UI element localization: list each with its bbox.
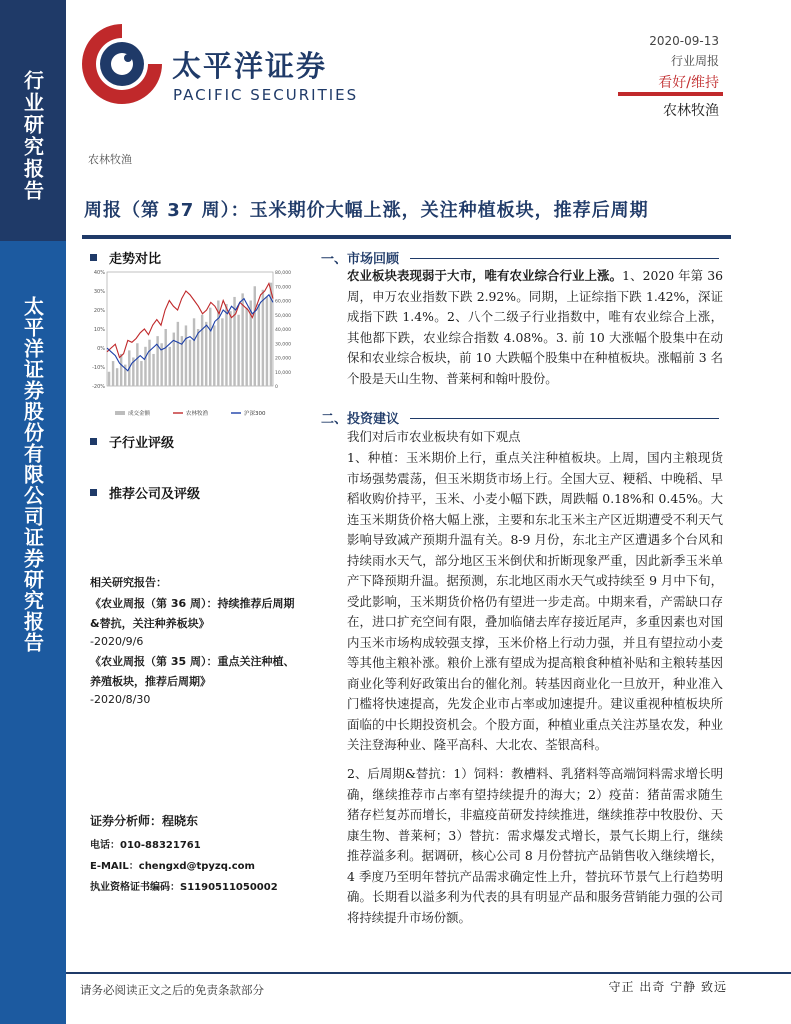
square-bullet-icon [90,254,97,261]
sidebar-report-type: 行业研究报告 [20,70,45,202]
legend-swatch [115,411,125,415]
volume-bar [197,329,199,386]
volume-bar [136,343,138,386]
trend-chart [85,264,297,430]
volume-bar [148,340,150,386]
volume-bar [254,286,256,386]
investment-intro: 我们对后市农业板块有如下观点 [347,429,521,444]
rating: 看好/维持 [658,75,719,91]
right-axis-tick-label: 80,000 [275,271,292,276]
volume-bar [189,340,191,386]
sector-label: 农林牧渔 [663,103,719,119]
sidebar [0,0,66,1024]
market-review-body: 1、2020 年第 36 周，申万农业指数下跌 2.92%。同期，上证综指下跌 1.42%，深证成指下跌 1.4%。2、八个二级子行业指数中，唯有农业综合上涨，其他都下跌，农业综合指数 4.08%。3. 前 10 大涨幅个股集中在动保和农业综合板块，前 10 大跌幅个股集中在种植板块。涨幅前 3 名个股是天山生物、普莱柯和翰叶股份。 [347,268,724,386]
left-axis-tick-label: 10% [93,327,105,333]
analyst-name: 证券分析师：程晓东 [90,814,199,828]
volume-bar [229,311,231,386]
volume-bar [116,368,118,386]
volume-bar [262,290,264,386]
legend-label: 农林牧渔 [186,411,209,417]
right-axis-tick-label: 10,000 [275,370,292,376]
trend-heading-label: 走势对比 [109,252,162,267]
volume-bar [185,325,187,386]
left-axis-tick-label: 0% [97,346,105,352]
page-title: 周报（第 37 周）：玉米期价大幅上涨，关注种植板块，推荐后周期 [84,200,649,221]
company-rating-heading-label: 推荐公司及评级 [109,487,201,502]
volume-bar [213,325,215,386]
subindustry-heading-label: 子行业评级 [109,436,175,451]
investment-point-2: 2、后周期&替抗：1）饲料：教槽料、乳猪料等高端饲料需求增长明确，继续推荐市占率有望持续提升的海大；2）疫苗：猪苗需求随生猪存栏复苏而增长，非瘟疫苗研发持续推进，继续推荐中牧股份、天康生物、普莱柯；3）替抗：需求爆发式增长，景气长期上行，继续推荐溢多利。据调研，核心公司 8 月份替抗产品销售收入继续增长，4 季度乃至明年替抗产品需求确定性上升，替抗环节景气上行趋势明确。长期看以溢多利为代表的具有明显产品和服务营销能力强的公司将持续提升市场份额。 [347,766,723,925]
volume-bar [112,361,114,386]
investment-point-1: 1、种植：玉米期价上行，重点关注种植板块。上周，国内主粮现货市场强势震荡，但玉米期货市场上行。全国大豆、粳稻、中晚稻、早稻收购价持平，玉米、小麦小幅下跌，周跌幅 0.18%和 0.45%。大连玉米期货价格大幅上涨，主要和东北玉米主产区近期遭受不利天气影响导致减产预期升温有关。8-9 月份，东北主产区遭遇多个台风和持续雨水天气，部分地区玉米倒伏和折断现象严重，因此新季玉米单产下降预期升温。据预测，东北地区雨水天气或持续至 9 月中下旬，受此影响，玉米期货价格仍有望进一步走高。中期来看，产需缺口存在，进口扩充空间有限，叠加临储去库存接近尾声，多重因素也对国内玉米市场构成较强支撑，玉米价格上行动力强，并且有望拉动小麦等其他主粮补涨。粮价上涨有望成为提高粮食种植补贴和主粮转基因商业化等利好政策出台的催化剂。转基因商业化一旦放开，种业准入门槛将快速提高，先发企业市占率或加速提升。建议重视种植板块所面临的中长期投资机会。个股方面，种植业重点关注苏垦农发，种业关注登海种业、隆平高科、大北农、荃银高科。 [347,450,723,752]
sidebar-company-name: 太平洋证券股份有限公司证券研究报告 [20,296,45,653]
section-divider [410,258,719,259]
volume-bar [266,297,268,386]
related-report-1[interactable]: 《农业周报（第 36 周）：持续推荐后周期&替抗，关注种养板块》 [90,597,295,630]
title-divider [82,235,731,239]
volume-bar [120,354,122,386]
volume-bar [205,322,207,386]
volume-bar [201,315,203,386]
related-report-1-date: -2020/9/6 [90,635,144,648]
section-divider [410,418,719,419]
volume-bar [193,318,195,386]
footer-divider [66,972,791,974]
related-report-2[interactable]: 《农业周报（第 35 周）：重点关注种植、养殖板块，推荐后周期》 [90,655,295,688]
volume-bar [258,304,260,386]
company-rating-heading [90,483,200,502]
report-type: 行业周报 [670,54,719,68]
volume-bar [164,329,166,386]
volume-bar [169,347,171,386]
analyst-phone: 电话：010-88321761 [90,840,201,851]
right-axis-tick-label: 30,000 [275,342,292,348]
volume-bar [237,315,239,386]
volume-bar [241,293,243,386]
volume-bar [108,372,110,386]
volume-bar [221,318,223,386]
legend-label: 沪深300 [244,411,266,417]
market-review-lead: 农业板块表现弱于大市，唯有农业综合行业上涨。 [347,268,623,283]
right-axis-tick-label: 70,000 [275,285,292,291]
left-axis-tick-label: -10% [92,365,105,371]
volume-bar [144,347,146,386]
analyst-cert: 执业资格证书编码：S1190511050002 [90,882,278,893]
volume-bar [225,304,227,386]
section-investment-title: 二、投资建议 [321,412,400,427]
related-report-2-date: -2020/8/30 [90,693,151,706]
report-date: 2020-09-13 [649,34,719,48]
footer-disclaimer: 请务必阅读正文之后的免责条款部分 [80,983,264,997]
left-axis-tick-label: 30% [93,289,105,295]
brand-name-en: PACIFIC SECURITIES [173,86,359,104]
right-axis-tick-label: 40,000 [275,328,292,333]
section-market-review-title: 一、市场回顾 [321,252,400,267]
right-axis-tick-label: 50,000 [275,313,292,319]
footer-motto: 守正 出奇 宁静 致远 [608,980,727,994]
brand-name-cn: 太平洋证券 [172,49,328,83]
left-axis-tick-label: 40% [93,270,105,276]
market-review-paragraph [347,266,723,389]
volume-bar [245,308,247,386]
volume-bar [177,322,179,386]
right-axis-tick-label: 20,000 [275,356,292,362]
company-logo [78,20,166,108]
right-axis-tick-label: 60,000 [275,299,292,305]
square-bullet-icon [90,489,97,496]
left-axis-tick-label: -20% [92,384,105,390]
volume-bar [140,361,142,386]
rating-divider [618,92,723,96]
square-bullet-icon [90,438,97,445]
left-axis-tick-label: 20% [93,308,105,314]
legend-label: 成交金额 [128,411,151,417]
volume-bar [209,308,211,386]
right-axis-tick-label: 0 [275,385,278,390]
volume-bar [152,354,154,386]
analyst-email[interactable]: E-MAIL：chengxd@tpyzq.com [90,861,255,872]
sector-small-label: 农林牧渔 [88,153,132,166]
subindustry-heading [90,432,174,451]
related-reports-title: 相关研究报告： [90,576,167,589]
